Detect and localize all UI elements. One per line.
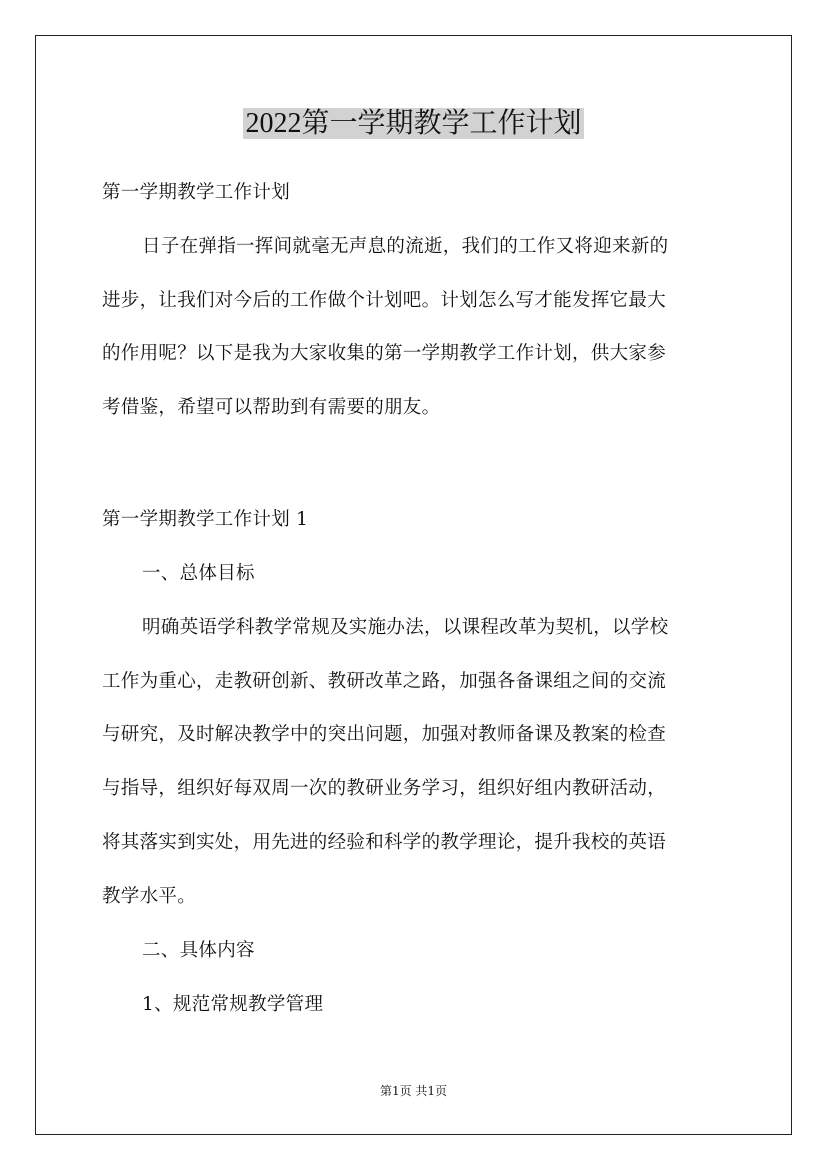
intro-paragraph-line: 进步，让我们对今后的工作做个计划吧。计划怎么写才能发挥它最大 [102,290,667,311]
goal-paragraph-line: 工作为重心，走教研创新、教研改革之路，加强各备课组之间的交流 [102,671,667,692]
content-item-1: 1、规范常规教学管理 [142,994,324,1015]
document-title-text: 2022第一学期教学工作计划 [245,108,582,139]
section-heading: 第一学期教学工作计划 1 [102,509,309,530]
goal-paragraph-line: 与指导，组织好每双周一次的教研业务学习，组织好组内教研活动， [102,778,667,799]
intro-paragraph-line: 的作用呢？以下是我为大家收集的第一学期教学工作计划，供大家参 [102,343,667,364]
subheading-goals: 一、总体目标 [142,563,255,584]
subheading-content: 二、具体内容 [142,940,255,961]
goal-paragraph-line: 明确英语学科教学常规及实施办法，以课程改革为契机，以学校 [142,617,669,638]
goal-paragraph-line: 将其落实到实处，用先进的经验和科学的教学理论，提升我校的英语 [102,832,667,853]
goal-paragraph-line: 与研究，及时解决教学中的突出问题，加强对教师备课及教案的检查 [102,724,667,745]
goal-paragraph-line: 教学水平。 [102,886,197,907]
intro-paragraph-line: 考借鉴，希望可以帮助到有需要的朋友。 [102,397,441,418]
page-footer: 第1页 共1页 [379,1084,448,1098]
document-title [0,104,827,144]
intro-heading: 第一学期教学工作计划 [102,182,291,203]
intro-paragraph-line: 日子在弹指一挥间就毫无声息的流逝，我们的工作又将迎来新的 [142,236,669,257]
